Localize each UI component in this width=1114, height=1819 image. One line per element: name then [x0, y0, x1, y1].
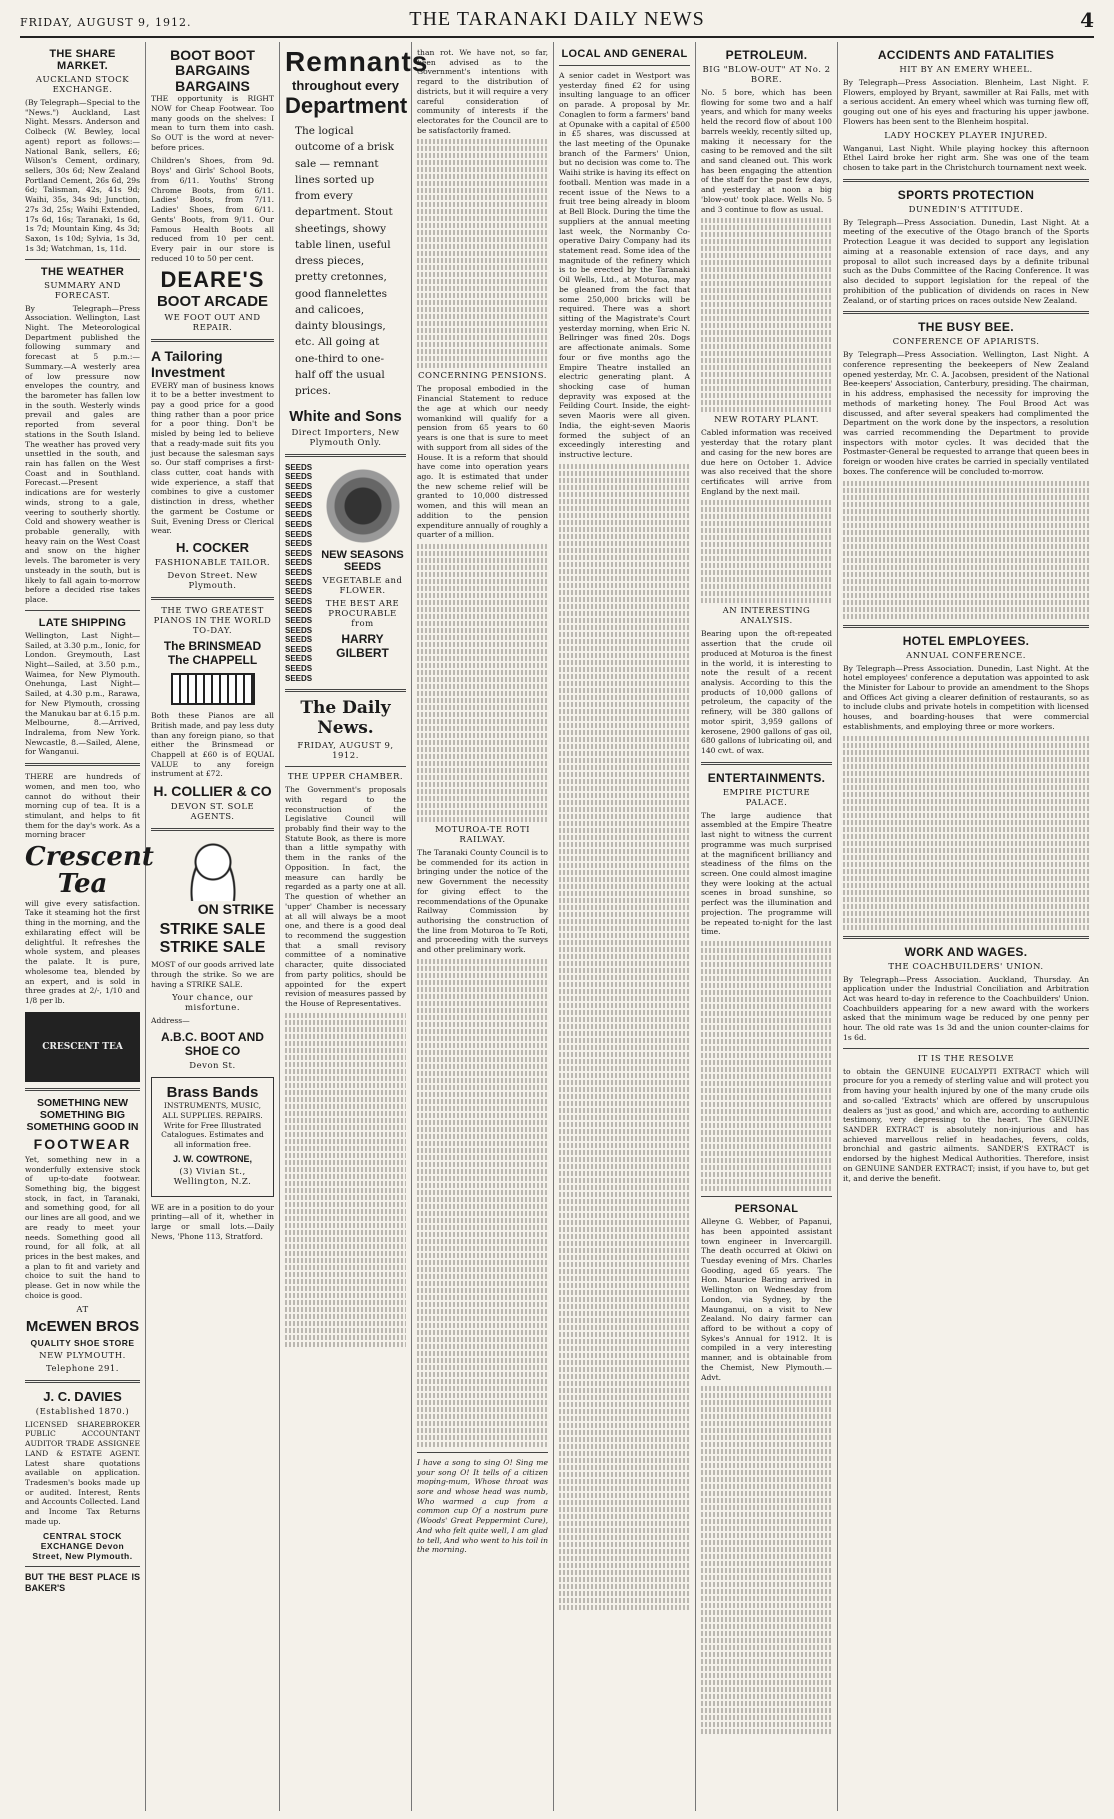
eucalypti-extract-text: to obtain the GENUINE EUCALYPTI EXTRACT which will procure for you a remedy of sterling value and will protect you from having your health injured by one of the many crude oils and so-called 'Extracts' which are offered by unscrupulous dealers as 'just as good,' and which are, according to authentic testimony, very depressing to the heart. The GENUINE SANDER EXTRACT is absolutely non-injurious and has achieved marvellous relief in headaches, fevers, colds, bronchial and gastric ailments. SANDER'S EXTRACT is endorsed by the highest Medical Authorities. Therefore, insist on GENUINE SANDER EXTRACT; insist, if you have to, but get it, and derive the benefit. — [843, 1066, 1089, 1183]
tea-packet-label: CRESCENT TEA — [42, 1041, 123, 1052]
rotary-plant-text: Cabled information was received yesterday that the rotary plant and casing for the new bores are due here on October 1. Advice was also received that the shore certificates will arrive from England by the next mail. — [701, 428, 832, 496]
column-4 — [412, 42, 554, 1811]
col4-continued-text: than rot. We have not, so far, been advised as to the Government's intentions with regard to the distribution of districts, but it will require a very careful consideration of community of interests if the electorates for the Council are to be satisfactorily framed. — [417, 48, 548, 135]
tea-ad-intro: THERE are hundreds of women, and men too, who cannot do without their morning cup of tea. It is a stimulant, and helps to fit them for the day's work. As a morning bracer — [25, 772, 140, 840]
annual-conference-heading: ANNUAL CONFERENCE. — [906, 650, 1026, 661]
footwear-title: FOOTWEAR — [33, 1135, 132, 1152]
upper-chamber-text: The Government's proposals with regard to the reconstruction of the Legislative Council will probably find their way to the Statute Book, as there is more than a little sympathy with them in the ranks of the Opposition. In fact, the measure can hardly be regarded as a party one at all. The question of whether an 'upper' Chamber is necessary at all will always be a moot one, and there is a good deal to recommend the suggestion that a small revisory committee of a nominative character, quite dissociated from party politics, should be appointed for the expert revision of measures passed by the House of Representatives. — [285, 785, 406, 1008]
busy-bee-heading: THE BUSY BEE. — [918, 320, 1014, 335]
piano-heading: THE TWO GREATEST PIANOS IN THE WORLD TO-DAY. — [153, 606, 272, 637]
pensions-heading: CONCERNING PENSIONS. — [418, 371, 547, 382]
tea-ad-text: will give every satisfaction. Take it steaming hot the first thing in the morning, and the exhilarating effect will be delightful. It refreshes the whole system, and pleases the palate. It is pure, wholesome tea, blended by an expert, and is sold in three grades at 2/-, 1/10 and 1/8 per lb. — [25, 898, 140, 1005]
dunedin-attitude-heading: DUNEDIN'S ATTITUDE. — [908, 204, 1024, 215]
apiarists-text: By Telegraph—Press Association. Wellington, Last Night. A conference representing the beekeepers of New Zealand opened yesterday, Mr. C. A. Jacobsen, president of the National Bee-keepers' Association, Canterbury, presiding. The chairman, in his address, emphasised the necessity for improving the methods of marketing honey. The Foul Brood Act was discussed, and after several speakers had complimented the Department on the work done by the inspectors, a resolution was carried recommending the Department to provide inspectors with motor cycles. It was decided that the Postmaster-General be requested to arrange that queen bees in foreign or wooden hive crates be carried in specially ventilated boxes. The conference will be concluded to-morrow. — [843, 350, 1089, 476]
strike-sale-address-label: Address— — [151, 1016, 190, 1026]
page-number: 4 — [1080, 8, 1094, 32]
mcewen-tagline: QUALITY SHOE STORE — [30, 1337, 135, 1348]
issue-date: FRIDAY, AUGUST 9, 1912. — [20, 16, 192, 29]
bakers-line: BUT THE BEST PLACE IS BAKER'S — [25, 1571, 140, 1594]
seeds-best-note: THE BEST ARE PROCURABLE from — [325, 598, 400, 629]
local-general-heading: LOCAL AND GENERAL — [561, 48, 688, 60]
tailoring-heading: A Tailoring Investment — [151, 348, 225, 381]
strike-sale-text: MOST of our goods arrived late through the strike. So we are having a STRIKE SALE. — [151, 960, 274, 989]
davies-text: LICENSED SHAREBROKER PUBLIC ACCOUNTANT AUDITOR TRADE ASSIGNEE LAND & ESTATE AGENT. Latest share quotations available on application. Tradesmen's books made up or audited. Interest, Rents and Accounts Collected. Land and Income Tax Returns made up. — [25, 1419, 140, 1526]
pensions-text: The proposal embodied in the Financial Statement to reduce the age at which our needy womankind will qualify for a pension from 65 years to 60 years is one that is sure to meet with support from all sides of the House. It is a reform that should have come into operation years ago. It is estimated that under the new scheme relief will be granted to 10,000 distressed women, and this will mean an addition to the pension expenditure annually of roughly a quarter of a million. — [417, 384, 548, 540]
entertainments-heading: ENTERTAINMENTS. — [707, 770, 826, 785]
hotel-employees-heading: HOTEL EMPLOYEES. — [902, 633, 1030, 648]
remnants-department: Department — [285, 93, 408, 118]
footwear-text: Yet, something new in a wonderfully extensive stock of up-to-date footwear. Something big, the biggest stock, in fact, in Taranaki, and something good, for all our lines are all good, and we are ready to meet your needs. Something good all round, for all folk, at all prices in the best makes, and a plan to fit and variety and choice to suit the hand to please. Get in now while the choice is good. — [25, 1154, 140, 1300]
daily-news-editorial-title: The Daily News. — [300, 698, 391, 739]
weather-text: By Telegraph—Press Association. Wellington, Last Night. The Meteorological Department published the following summary and forecast at 5 p.m.:—Summary.—A westerly area of low pressure now envelopes the country, and the barometer has fallen low in the south. Westerly winds prevail and gales are reported from several stations in the South Island. The weather has proved very unsettled in the south, and rain has fallen on the West Coast and in Southland. Forecast.—Present indications are for westerly winds, strong to a gale, veering to southerly shortly. Cold and showery weather is probable generally, with heavy rain on the West Coast and snow on the higher levels. The barometer is very unsteady in the south, but is likely to fall again to-morrow before a decided rise takes place. — [25, 303, 140, 605]
column-3 — [280, 42, 429, 1811]
empire-picture-palace-heading: EMPIRE PICTURE PALACE. — [722, 787, 811, 808]
petroleum-heading: PETROLEUM. — [725, 48, 808, 62]
column-6 — [696, 42, 838, 1811]
remnants-text: The logical outcome of a brisk sale — remnant lines sorted up from every department. Stout sheetings, showy table linen, useful dress pieces, pretty cretonnes, good flannelettes and calicoes, dainty blousings, etc. All going at one-third to one-half off the usual prices. — [295, 125, 395, 398]
moturoa-railway-heading: MOTUROA-TE ROTI RAILWAY. — [434, 824, 531, 845]
entertainments-text: The large audience that assembled at the Empire Theatre last night to witness the current programme was much surprised at the magnificent brilliancy and steadiness of the films on the screen. One could almost imagine they were looking at the actual scenes in broad sunshine, so perfect was the illumination and projection. The programme will be repeated to-night for the last time. — [701, 810, 832, 937]
hockey-text: Wanganui, Last Night. While playing hockey this afternoon Ethel Laird broke her right arm. She was one of the team chosen to take part in the Christchurch tournament next week. — [843, 143, 1089, 173]
collier-name: H. COLLIER & CO — [153, 783, 272, 800]
footwear-heading: SOMETHING NEW SOMETHING BIG SOMETHING GOOD IN — [26, 1096, 139, 1133]
weather-heading: THE WEATHER — [40, 265, 125, 278]
sports-protection-heading: SPORTS PROTECTION — [897, 187, 1035, 202]
piano-keys-icon — [171, 673, 255, 705]
personal-heading: PERSONAL — [734, 1203, 799, 1216]
local-general-text: A senior cadet in Westport was yesterday fined £2 for using insulting language to an officer on parade. A proposal by Mr. Conaglen to form a farmers' band at Opunake with a capital of £500 in £5 shares, was discussed at the last meeting of the Opunake branch of the Farmers' Union, but no decision was come to. The Waihi strike is having its effect on football. Mention was made in a recent issue of the News to a fruit tree being already in bloom at Bell Block. During the time the suppliers at the annual meeting last week, the Normanby Co-operative Dairy Company had its statement read. Some idea of the magnitude of the refinery which is to be erected by the Taranaki Oil Wells, Ltd., at Moturoa, may be gleaned from the fact that some 250,000 bricks will be required. There was a short sitting of the Magistrate's Court yesterday morning, when Eric N. Bellringer was fined 20s. Dogs are affectionate animals. Some four or five months ago the Empire Theatre installed an electric generating plant. A shocking case of human depravity was exposed at the Feilding Court. Inside, the eight-seven Maoris were all given. India, the eight-seven Maoris formed the subject of an exceedingly interesting and instructive lecture. — [559, 71, 690, 460]
harry-gilbert-name: HARRY GILBERT — [336, 631, 389, 660]
davies-name: J. C. DAVIES — [43, 1388, 122, 1404]
deares-name: DEARE'S — [160, 267, 265, 293]
brass-bands-text: INSTRUMENTS, MUSIC, ALL SUPPLIES. REPAIRS. Write for Free Illustrated Catalogues. Estimates and all information free. — [161, 1101, 264, 1150]
analysis-text: Bearing upon the oft-repeated assertion that the crude oil produced at Moturoa is the finest in the world, it is interesting to note the result of a recent analysis. According to this the products of 10,000 gallons of petroleum, the capacity of the refinery, will be 380 gallons of motor spirit, 3,959 gallons of kerosene, 2900 gallons of gas oil, 680 gallons of lubricating oil, and 140 cwt. of wax. — [701, 629, 832, 755]
white-and-sons-subtitle: Direct Importers, New Plymouth Only. — [291, 427, 400, 448]
hockey-heading: LADY HOCKEY PLAYER INJURED. — [884, 130, 1048, 141]
brinsmead-label: The BRINSMEAD — [163, 639, 262, 654]
tea-packet-image — [25, 1012, 140, 1082]
apiarists-heading: CONFERENCE OF APIARISTS. — [892, 337, 1040, 348]
upper-chamber-heading: THE UPPER CHAMBER. — [287, 772, 404, 783]
petroleum-text: No. 5 bore, which has been flowing for some two and a half years, and which for many weeks held the record flow of about 100 barrels weekly, recently silted up, making it necessary for the casing to be removed and the silt and sand cleaned out. This work has been engaging the attention of the staff for the past few days, and yesterday at noon a big 'blow-out' took place. Wells No. 5 and 3 continue to flow as usual. — [701, 88, 832, 214]
column-7 — [838, 42, 1094, 1811]
emery-wheel-heading: HIT BY AN EMERY WHEEL. — [899, 65, 1033, 75]
share-market-text: (By Telegraph—Special to the "News.") Auckland, Last Night. Messrs. Anderson and Colbeck (W. Bewley, local agent) report as follows:— National Bank, sellers, £6; Wilson's Cement, ordinary, sellers, 30s 6d; New Zealand Portland Cement, 26s 6d, 29s 6d; Talisman, 42s, 41s 9d; Waihi, 35s, 34s 9d; Junction, 27s 3d, 25s; Waihi Extended, 17s 6d, 16s; Taranaki, 1s 6d, 1s 7d; Mountain King, 4s 3d; Saxon, 1s 10d; Sylvia, 1s 3d, 1s 3d; Watchman, 1s, 11d. — [25, 98, 140, 253]
share-market-heading: THE SHARE MARKET. — [49, 48, 116, 72]
coachbuilders-text: By Telegraph—Press Association. Auckland, Thursday. An application under the Industrial Conciliation and Arbitration Act was heard to-day in reference to the Coachbuilders' Union. Coachbuilders appearing for a new award with the workers asked that the minimum wage be reduced by one penny per hour. The old rate was 1s 3d and the union counter-claims for 1s 6d. — [843, 974, 1089, 1042]
footwear-at: AT — [76, 1304, 89, 1315]
seeds-heading: NEW SEASONS SEEDS — [321, 548, 404, 573]
crescent-tea-brand: Crescent Tea — [25, 842, 154, 900]
column-1 — [20, 42, 154, 1811]
brass-bands-address: (3) Vivian St., Wellington, N.Z. — [173, 1166, 252, 1187]
brass-bands-heading: Brass Bands — [166, 1084, 259, 1102]
column-2 — [146, 42, 280, 1811]
coachbuilders-heading: THE COACHBUILDERS' UNION. — [888, 961, 1044, 972]
masthead — [20, 6, 1094, 38]
davies-address: CENTRAL STOCK EXCHANGE Devon Street, New Plymouth. — [32, 1530, 133, 1561]
emery-wheel-text: By Telegraph—Press Association. Blenheim, Last Night. F. Flowers, employed by Bryant, sawmiller at Rai Falls, met with a serious accident. An emery wheel which was turning flew off, gouging out one of his eyes and fracturing his upper jawbone. Flowers has been sent to the Blenheim hospital. — [843, 78, 1089, 126]
weather-subheading: SUMMARY AND FORECAST. — [44, 280, 121, 301]
sports-protection-text: By Telegraph—Press Association. Dunedin, Last Night. At a meeting of the executive of the Otago branch of the Sports Protection League it was decided to support any legislation aiming at a reasonable extension of race days, and any proposal to allot such increased days by a definite tribunal such as the Dubs Committee of the Racing Conference. It was also decided to support legislation for the repeal of the prohibition of the publication of dividends on races in New Zealand, or of starting prices on races outside New Zealand. — [843, 217, 1089, 305]
work-and-wages-heading: WORK AND WAGES. — [904, 944, 1028, 959]
share-market-subheading: AUCKLAND STOCK EXCHANGE. — [35, 75, 130, 95]
strike-sale-note: Your chance, our misfortune. — [172, 993, 253, 1014]
mcewen-bros-name: McEWEN BROS — [25, 1317, 140, 1335]
seeds-repeat-column: SEEDS SEEDS SEEDS SEEDS SEEDS SEEDS SEEDS SEEDS SEEDS SEEDS SEEDS SEEDS SEEDS SEEDS SEEDS SEEDS SEEDS SEEDS SEEDS SEEDS SEEDS SEEDS SEEDS — [285, 462, 313, 683]
piano-text: Both these Pianos are all British made, and pay less duty than any foreign piano, so that either the Brinsmead or Chappell at £60 is of EQUAL VALUE to any foreign instrument at £72. — [151, 711, 274, 779]
davies-established: (Established 1870.) — [35, 1406, 130, 1417]
collier-address: DEVON ST. SOLE AGENTS. — [170, 802, 255, 823]
brass-bands-ad — [151, 1077, 274, 1197]
flower-illustration-icon — [326, 469, 400, 543]
boot-bargains-heading: BOOT BOOT BARGAINS BARGAINS — [170, 47, 255, 94]
white-and-sons-name: White and Sons — [289, 407, 402, 425]
mcewen-town: NEW PLYMOUTH. — [39, 1350, 126, 1361]
boot-bargains-text: THE opportunity is RIGHT NOW for Cheap Footwear. Too many goods on the shelves: I mean to turn them into cash. So OUT is the word at never-before prices. — [151, 94, 274, 152]
moturoa-railway-text: The Taranaki County Council is to be commended for its action in bringing under the notice of the new Government the necessity for giving effect to the recommendations of the Opunake Railway Commission by authorising the construction of the line from Moturoa to Te Roti, and proceeding with the surveys and other preliminary work. — [417, 847, 548, 955]
boot-price-list: Children's Shoes, from 9d. Boys' and Girls' School Boots, from 6/11. Youths' Strong Chrome Boots, from 6/11. Ladies' Boots, from 7/11. Ladies' Shoes, from 6/11. Gents' Boots, from 9/11. Our Famous Health Boots all reduced from 10 per cent. Every pair in our store is reduced 10 to 50 per cent. — [151, 156, 274, 263]
seeds-varieties: VEGETABLE and FLOWER. — [322, 575, 403, 596]
resolve-heading: IT IS THE RESOLVE — [917, 1053, 1015, 1064]
newspaper-title: THE TARANAKI DAILY NEWS — [409, 8, 705, 30]
strike-sale-heading: STRIKE SALE STRIKE SALE — [159, 921, 266, 956]
tailoring-text: EVERY man of business knows it to be a better investment to pay a good price for a good thing rather than a poor price for a poor thing. Don't be misled by being led to believe that a ready-made suit fits you just because the salesman says so. Our staff comprises a first-class cutter, coat hands with wide experience, a staff that combines to give a customer distinction in dress, whether the garment be Costume or Suit, Evening Dress or Clerical wear. — [151, 380, 274, 536]
shipping-text: Wellington, Last Night—Sailed, at 3.30 p.m., Ionic, for London. Greymouth, Last Night—Sailed, at 3.50 p.m., Waimea, for New Plymouth. Onehunga, Last Night—Sailed, at 4.30 p.m., Rarawa, for New Plymouth, crossing the Manukau bar at 6.15 p.m. Melbourne, 8.—Arrived, Indralema, from New York. Newcastle, 8.—Sailed, Alene, for Wanganui. — [25, 630, 141, 757]
brass-bands-firm: J. W. COWTRONE, — [172, 1153, 252, 1164]
baby-illustration-icon — [185, 841, 241, 901]
accidents-heading: ACCIDENTS AND FATALITIES — [877, 48, 1055, 62]
rotary-plant-heading: NEW ROTARY PLANT. — [714, 415, 819, 426]
petroleum-subheading: BIG "BLOW-OUT" AT No. 2 BORE. — [702, 65, 831, 85]
chappell-label: The CHAPPELL — [167, 653, 258, 668]
on-strike-label: ON STRIKE — [197, 901, 274, 918]
hotel-employees-text: By Telegraph—Press Association. Dunedin, Last Night. At the hotel employees' conference a deputation was appointed to ask the Minister for Labour to provide an amendment to the Shops and Offices Act giving a clearer definition of restaurants, so as to include clubs and private hotels in competition with licensed houses, and boarding-houses that were commercial establishments, and employing three or more workers. — [843, 663, 1089, 731]
analysis-heading: AN INTERESTING ANALYSIS. — [722, 606, 811, 627]
remnants-subtitle: throughout every — [292, 78, 399, 93]
cocker-address: Devon Street. New Plymouth. — [167, 571, 258, 592]
shipping-heading: LATE SHIPPING — [38, 616, 127, 629]
printing-ad-text: WE are in a position to do your printing—all of it, whether in large or small lots.—Daily News, 'Phone 113, Stratford. — [151, 1202, 274, 1241]
deares-tagline: WE FOOT OUT AND REPAIR. — [164, 313, 261, 334]
deares-subtitle: BOOT ARCADE — [156, 293, 269, 311]
abc-boot-address: Devon St. — [189, 1061, 236, 1072]
cocker-subtitle: FASHIONABLE TAILOR. — [154, 558, 271, 569]
column-5 — [554, 42, 696, 1811]
mcewen-telephone: Telephone 291. — [46, 1363, 119, 1374]
personal-text: Alleyne G. Webber, of Papanui, has been appointed assistant town engineer in Invercargill. The death occurred at Okiwi on Tuesday evening of Mrs. Charles Gooding, aged 65 years. The Hon. Maurice Baring arrived in Wellington on Wednesday from London, via Sydney, by the Maunganui, on a visit to New Zealand. No dairy farmer can afford to be without a copy of Sykes's Annual for 1912. It is compiled in a very interesting manner, and is obtainable from the Chemist, New Plymouth.—Advt. — [701, 1217, 832, 1382]
abc-boot-name: A.B.C. BOOT AND SHOE CO — [161, 1030, 264, 1059]
cocker-name: H. COCKER — [176, 540, 249, 556]
remnants-title: Remnants — [285, 46, 429, 77]
editorial-date: FRIDAY, AUGUST 9, 1912. — [297, 741, 394, 762]
peppermint-verse: I have a song to sing O! Sing me your song O! It tells of a citizen moping-mum, Whose throat was sore and whose head was numb, Who warmed a cup from a common cup Of a nostrum pure (Woods' Great Peppermint Cure), And who felt quite well, I am glad to tell, And who went to his toil in the morning. — [417, 1457, 548, 1555]
